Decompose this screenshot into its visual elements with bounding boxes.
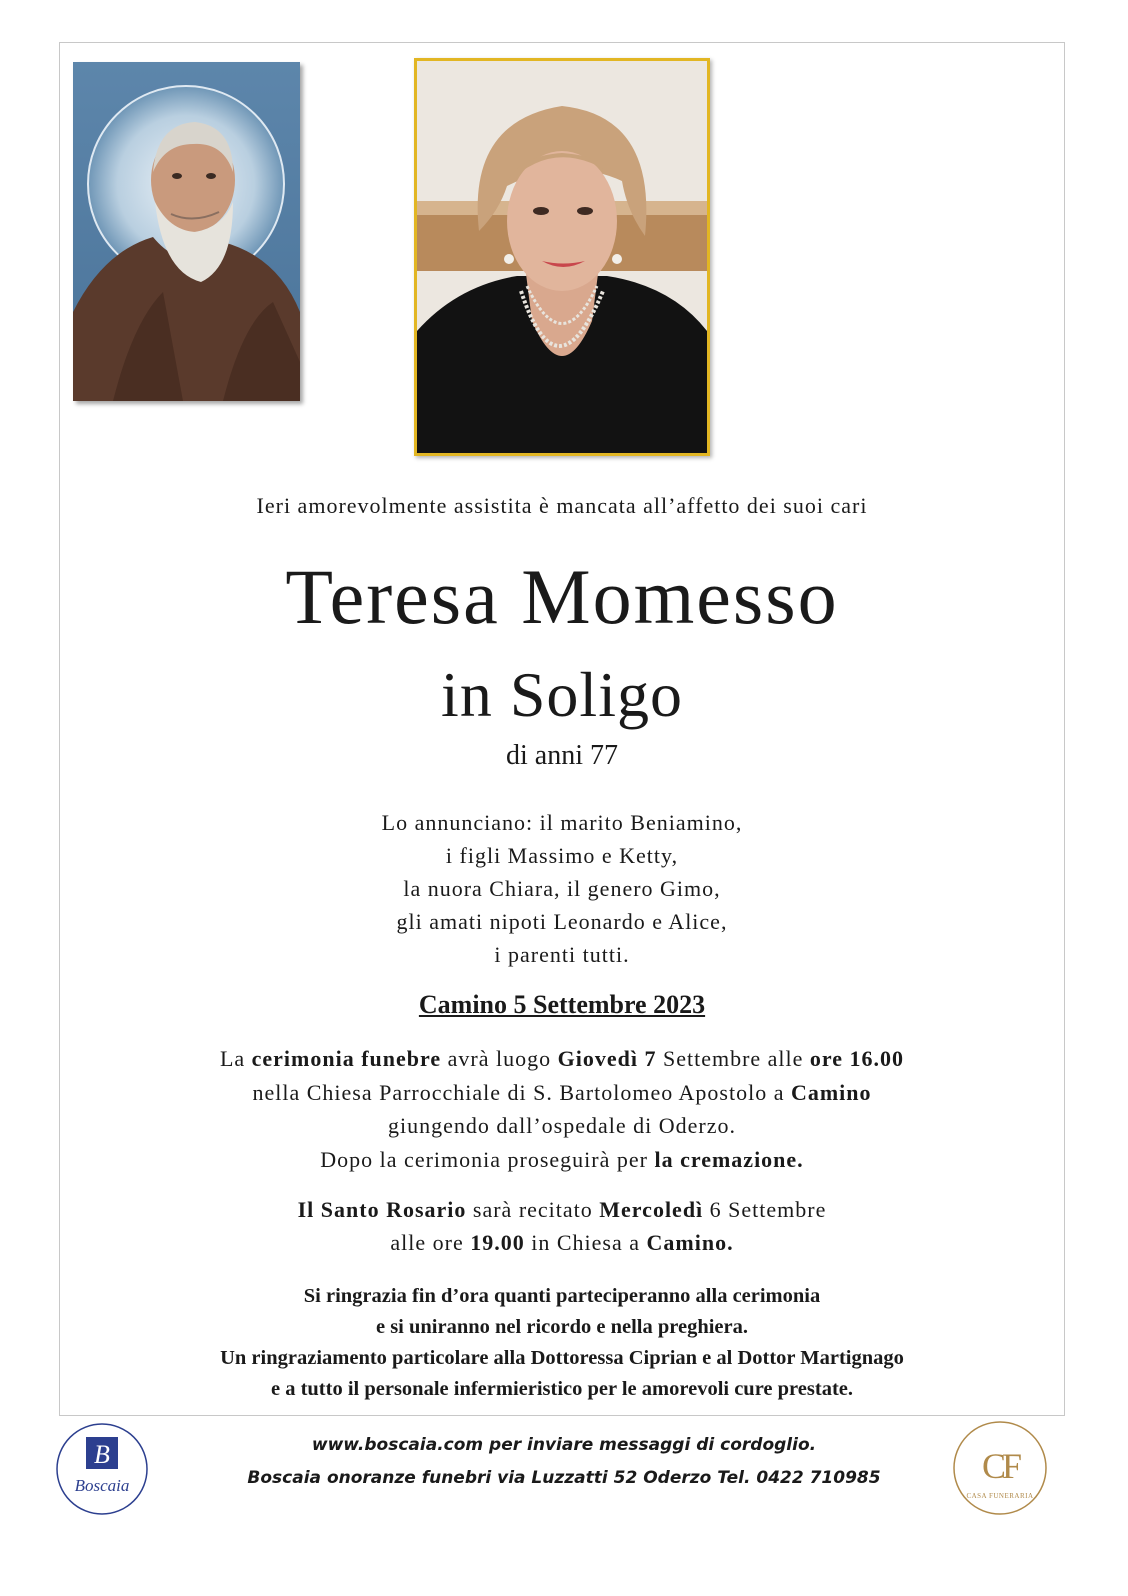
family-line: Lo annunciano: il marito Beniamino, xyxy=(381,810,743,835)
svg-text:CF: CF xyxy=(981,1446,1019,1486)
ceremony-line-2: nella Chiesa Parrocchiale di S. Bartolomeo Apostolo a Camino xyxy=(252,1079,872,1105)
rosary-line-1: Il Santo Rosario sarà recitato Mercoledì 6 Settembre xyxy=(297,1197,827,1222)
thanks-line: Si ringrazia fin d’ora quanti parteciperanno alla cerimonia xyxy=(303,1285,821,1307)
thanks-line: e a tutto il personale infermieristico per le amorevoli cure prestate. xyxy=(270,1378,853,1400)
deceased-portrait-photo xyxy=(414,58,710,456)
saint-holy-card-image xyxy=(73,62,300,401)
thanks-message xyxy=(59,1281,1065,1405)
svg-text:Boscaia: Boscaia xyxy=(74,1476,130,1495)
family-line: gli amati nipoti Leonardo e Alice, xyxy=(396,909,728,934)
ceremony-line-3: giungendo dall’ospedale di Oderzo. xyxy=(387,1113,736,1138)
place-date-line: Camino 5 Settembre 2023 xyxy=(418,990,706,1019)
footer-address-line: Boscaia onoranze funebri via Luzzatti 52 Oderzo Tel. 0422 710985 xyxy=(247,1468,881,1488)
footer-website-line: www.boscaia.com per inviare messaggi di cordoglio. xyxy=(311,1435,817,1455)
age-text: di anni 77 xyxy=(506,740,618,771)
family-line: la nuora Chiara, il genero Gimo, xyxy=(403,876,721,901)
rosary-line-2: alle ore 19.00 in Chiesa a Camino. xyxy=(390,1230,734,1255)
svg-text:B: B xyxy=(94,1440,110,1469)
ceremony-line-1: La cerimonia funebre avrà luogo Giovedì 7 Settembre alle ore 16.00 xyxy=(219,1046,905,1071)
ceremony-info xyxy=(59,1042,1065,1176)
family-line: i parenti tutti. xyxy=(494,942,630,967)
thanks-line: Un ringraziamento particolare alla Dottoressa Ciprian e al Dottor Martignago xyxy=(220,1347,904,1369)
casa-funeraria-logo xyxy=(952,1420,1048,1516)
deceased-name: Teresa Momesso xyxy=(285,553,839,640)
rosary-info xyxy=(59,1193,1065,1259)
svg-text:CASA FUNERARIA: CASA FUNERARIA xyxy=(966,1492,1034,1500)
thanks-line: e si uniranno nel ricordo e nella preghiera. xyxy=(375,1316,749,1338)
ceremony-line-4: Dopo la cerimonia proseguirà per la cremazione. xyxy=(320,1146,804,1172)
married-name: in Soligo xyxy=(441,659,683,730)
family-line: i figli Massimo e Ketty, xyxy=(445,843,679,868)
intro-text: Ieri amorevolmente assistita è mancata all’affetto dei suoi cari xyxy=(256,493,868,518)
family-announcement xyxy=(59,806,1065,971)
